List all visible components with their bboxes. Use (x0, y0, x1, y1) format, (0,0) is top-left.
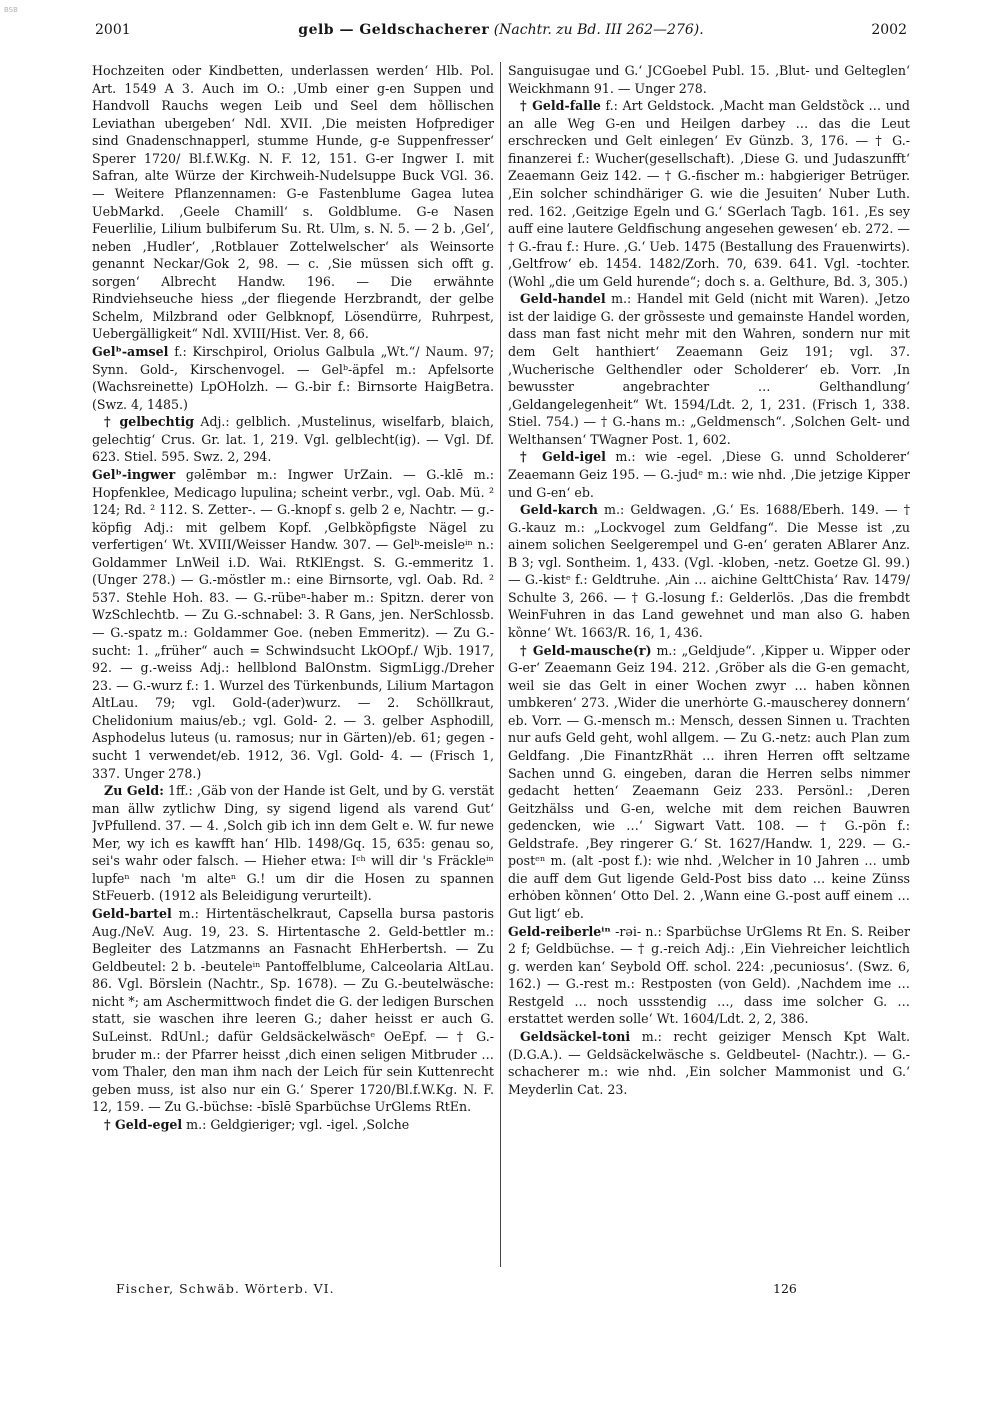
entry-body: m.: Geldwagen. ‚G.‘ Es. 1688/Eberh. 149. — † G.-kauz m.: „Lockvogel zum Geldfang“. Die Messe ist ‚zu ainem solichen Seelgerempel und G-en‘ geraten ABlarer Anz. B 3; vgl. Sontheim. 1, 433. (Vgl. -kloben, -netz. Goetze Gl. 99.) — G.-kistᵉ f.: Geldtruhe. ‚Ain … aichine GelttChista‘ Rav. 1479/ Schulte 3, 266. — † G.-losung f.: Gelderlös. ‚Das die frembdt WeinFuhren in das Land gewehnet und man also G. haben kȍnne‘ Wt. 1663/R. 16, 1, 436. (508, 502, 910, 640)
left-column (92, 62, 494, 1277)
entry (508, 448, 910, 501)
entry (92, 905, 494, 1116)
entry-body: m.: wie -egel. ‚Diese G. unnd Scholderer‘ Zeaemann Geiz 195. — G.-judᵉ m.: wie nhd. ‚Die jetzige Kipper und G-en‘ eb. (508, 449, 910, 500)
entry (508, 923, 910, 1028)
entry (92, 1116, 494, 1134)
page-footer (116, 1281, 816, 1301)
entry-headword: Geld-reiberleⁱⁿ (508, 923, 611, 939)
entry-headword: † Geld-igel (520, 449, 606, 465)
sheet-number: 126 (773, 1281, 797, 1296)
entry-headword: Gelᵇ-ingwer (92, 466, 176, 482)
library-watermark: BSB (4, 6, 18, 14)
entry (508, 501, 910, 642)
entry-headword: Geld-handel (520, 291, 606, 307)
entry (508, 1028, 910, 1098)
entry (92, 413, 494, 466)
entry (508, 62, 910, 97)
right-column (508, 62, 910, 1277)
entry-body: Sanguisugae und G.‘ JCGoebel Publ. 15. ‚Blut- und Gelteglen‘ Weickhmann 91. — Unger 278. (508, 63, 910, 96)
entry-headword: † Geld-falle (520, 98, 601, 114)
page-header (95, 22, 907, 44)
entry (508, 97, 910, 290)
entry (92, 343, 494, 413)
entry-body: 1ff.: ‚Gäb von der Hande ist Gelt, und by G. verstät man ällw zytlichw Ding, sy sigend ligend als varend Gut‘ JvPfullend. 37. — 4. ‚Solch gib ich inn dem Gelt e. W. fur newe Mer, wy ich es kawfft han‘ Hlb. 1498/Gq. 15, 635: genau so, sei's wahr oder falsch. — Hieher etwa: Iᶜʰ will dir 's Fräckleⁱⁿ lupfeⁿ nach 'm alteⁿ G.! um dir die Hosen zu spannen StFeuerb. (1912 als Beleidigung verurteilt). (92, 783, 494, 904)
entry-body: m.: Geldgieriger; vgl. -igel. ‚Solche (182, 1116, 410, 1132)
entry-body: m.: Handel mit Geld (nicht mit Waren). ‚Jetzo ist der laidige G. der grȍsseste und gemainste Handel worden, dass man fast nicht mehr mit den Wahren, sondern nur mit dem Gelt hanthiert‘ Zeaemann Geiz 191; vgl. 37. ‚Wucherische Gelthendler oder Scholderer‘ eb. Vorr. ‚In bewusster angebrachter … Gelthandlung‘ ‚Geldangelegenheit“ Wt. 1594/Ldt. 2, 1, 231. (Frisch 1, 338. Stiel. 754.) — † G.-hans m.: „Geldmensch“. ‚Solchen Gelt- und Welthansen‘ TWagner Post. 1, 602. (508, 291, 910, 447)
entry (92, 782, 494, 905)
entry-headword: Zu Geld: (104, 783, 164, 799)
entry-headword: † Geld-mausche(r) (520, 642, 652, 658)
entry-body: -rəi- n.: Sparbüchse UrGlems Rt En. S. Reiber 2 f; Geldbüchse. — † g.-reich Adj.: ‚Ein Viehreicher leichtlich g. werden kan‘ Seybold Off. schol. 224: ‚pecuniosus‘. (Swz. 6, 162.) — G.-rest m.: Restposten (von Geld). ‚Nachdem ime … Restgeld … noch ussstendig …, dass ime solcher G. … erstattet werden solle‘ Wt. 1604/Ldt. 2, 2, 386. (508, 923, 910, 1027)
entry-headword: Gelᵇ-amsel (92, 344, 169, 359)
publication-signature: Fischer, Schwäb. Wörterb. VI. (116, 1281, 335, 1296)
entry-headword: † Geld-egel (104, 1116, 183, 1132)
entry-body: gəlēmbər m.: Ingwer UrZain. — G.-klē m.: Hopfenklee, Medicago lupulina; scheint verbr., vgl. Oab. Mü. ² 124; Rd. ² 112. S. Zetter-. — G.-knopf s. gelb 2 e, Nachtr. — g.-köpfig Adj.: mit gelbem Kopf. ‚Gelbkȍpfigste Nägel zu verfertigen‘ Wt. XVIII/Weisser Handw. 307. — Gelᵇ-meisleⁱⁿ n.: Goldammer LnWeil i.D. Wai. RtKlEngst. S. G.-emmeritz 1. (Unger 278.) — G.-möstler m.: eine Birnsorte, vgl. Oab. Rd. ² 537. Stehle Hoh. 83. — G.-rübeⁿ-haber m.: Spitzn. derer von WzSchlechtb. — Zu G.-schnabel: 3. R Gans, jen. NerSchlossb. — G.-spatz m.: Goldammer Goe. (neben Emmeritz). — Zu G.-sucht: 1. „früher“ auch = Schwindsucht LkOOpf./ Wjb. 1917, 92. — g.-weiss Adj.: hellblond BalOnstm. SigmLigg./Dreher 23. — G.-wurz f.: 1. Wurzel des Türkenbunds, Lilium Martagon AltLau. 79; vgl. Gold-(ader)wurz. — 2. Schöllkraut, Chelidonium maius/eb.; vgl. Gold- 2. — 3. gelber Asphodill, Asphodelus luteus (u. ramosus; nur in Gärten)/eb. 61; gegen -sucht 1 verwendet/eb. 1912, 36. Vgl. Gold- 4. — (Frisch 1, 337. Unger 278.) (92, 466, 494, 781)
entry (508, 642, 910, 923)
entry-body: Hochzeiten oder Kindbetten, underlassen werden‘ Hlb. Pol. Art. 1549 A 3. Auch im O.: ‚Umb einer g-en Suppen und Handvoll Rauchs wegen Leib und Seel dem hȍllischen Leviathan ubeɪgeben‘ Ndl. XVII. ‚Die meisten Hofprediger sind Gnadenschnapperl, stumme Hunde, g-e Suppenfresser‘ Sperer 1720/ Bl.f.W.Kg. N. F. 12, 151. G-er Ingwer I. mit Safran, alte Würze der Kirchweih-Nudelsuppe Buck VGl. 36. — Weitere Pflanzennamen: G-e Fastenblume Gagea lutea UebMarkd. ‚Geele Chamill‘ s. Goldblume. G-e Nasen Feuerlilie, Lilium bulbiferum Su. Rt. Ulm, s. N. 5. — 2 b. ‚Gel‘, neben ‚Hudler‘, ‚Rotblauer Zottelwelscher‘ als Weinsorte genannt Neckar/Gok 2, 98. — c. ‚Sie müssen sich offt g. sorgen‘ Albrecht Handw. 196. — Die erwähnte Rindviehseuche hiess „der fliegende Herzbrandt, der gelbe Schelm, Milzbrand oder Gelbknopf, Lösendürre, Ruhrpest, Uebergälligkeit“ Ndl. XVIII/Hist. Ver. 8, 66. (92, 63, 494, 342)
entry (92, 466, 494, 782)
entry-body: m.: Hirtentäschelkraut, Capsella bursa pastoris Aug./NeV. Aug. 19, 23. S. Hirtentasche 2. Geld-bettler m.: Begleiter des Latzmanns an Fasnacht EhHerbertsh. — Zu Geldbeutel: 2 b. -beuteleⁱⁿ Pantoffelblume, Calceolaria AltLau. 86. Vgl. Börslein (Nachtr., Sp. 1678). — Zu G.-beutelwäsche: nicht *; am Aschermittwoch findet die G. der ledigen Burschen statt, sie waschen ihre leeren G.; daher heisst er auch G. SuLeinst. RdUnl.; dafür Geldsäckelwäschᵉ OeEpf. — † G.-bruder m.: der Pfarrer heisst ‚dich einen seligen Mitbruder … vom Thaler, den man ihm nach der Leich für sein Kuttenrecht geben muss, ist also nur ein G.‘ Sperer 1720/Bl.f.W.Kg. N. F. 12, 159. — Zu G.-büchse: -bīslē Sparbüchse UrGlems RtEn. (92, 906, 494, 1115)
running-title (95, 22, 907, 38)
entry-body: m.: recht geiziger Mensch Kpt Walt. (D.G.A.). — Geldsäckelwäsche s. Geldbeutel- (Nachtr.). — G.-schacherer m.: wie nhd. ‚Ein solcher Mammonist und G.‘ Meyderlin Cat. 23. (508, 1028, 910, 1097)
running-title-note: (Nachtr. zu Bd. III 262—276). (493, 22, 704, 38)
entry-headword: Geldsäckel-toni (520, 1028, 631, 1044)
entry-body: f.: Kirschpirol, Oriolus Galbula „Wt.“/ Naum. 97; Synn. Gold-, Kirschenvogel. — Gelᵇ-äpfel m.: Apfelsorte (Wachsreinette) LpOHolzh. — G.-bir f.: Birnsorte HaigBetra. (Swz. 4, 1485.) (92, 344, 494, 412)
column-number-left: 2001 (95, 22, 131, 38)
running-title-range: gelb — Geldschacherer (298, 22, 490, 38)
entry-body: m.: „Geldjude“. ‚Kipper u. Wipper oder G-er‘ Zeaemann Geiz 194. 212. ‚Gröber als die G-en gemacht, weil sie das Gelt in einer Wochen zwyr … haben kȍnnen umbkeren‘ 273. ‚Wider die unerhȯrte G.-mauscherey donnern‘ eb. Vorr. — G.-mensch m.: Mensch, dessen Sinnen u. Trachten nur aufs Geld geht, wohl allgem. — Zu G.-netz: auch Plan zum Geldfang. ‚Die FinantzRhät … ihren Herren offt seltzame Sachen unnd G. eingeben, daran die Herren selbs nimmer gedacht hetten‘ Zeaemann Geiz 233. Persönl.: ‚Deren Geitzhälss und G-en, welche mit dem reichen Bauwren gedencken, wie …‘ Sigwart Vatt. 108. — † G.-pön f.: Geldstrafe. ‚Bey ringerer G.‘ St. 1627/Handw. 1, 229. — G.-postᵉⁿ m. (alt -post f.): wie nhd. ‚Welcher in 10 Jahren … umb die auff dem Gut ligende Geld-Post biss dato … keine Zünss erhȯben kȍnnen‘ Otto Del. 2. ‚Wann eine G.-post auff einem … Gut ligt‘ eb. (508, 642, 910, 921)
entry-body: f.: Art Geldstock. ‚Macht man Geldstȍck … und an alle Weg G-en und Heilgen darbey … das die Leut erschrecken und Gelt einlegen‘ Ev Günzb. 3, 176. — † G.-finanzerei f.: Wucher(gesellschaft). ‚Diese G. und Judaszunfft‘ Zeaemann Geiz 142. — † G.-fischer m.: habgieriger Betrüger. ‚Ein solcher schindhäriger G. wie die Jesuiten‘ Nuber Luth. red. 162. ‚Geitzige Egeln und G.‘ SGerlach Tagb. 161. ‚Es sey auff eine lautere Geldfischung angesehen gewesen‘ eb. 272. — † G.-frau f.: Hure. ‚G.‘ Ueb. 1475 (Bestallung des Frauenwirts). ‚Geltfrow‘ eb. 1454. 1482/Zorh. 70, 639. 641. Vgl. -tochter. (Wohl „die um Geld hurende“; doch s. a. Gelthure, Bd. 3, 305.) (508, 98, 910, 289)
entry-headword: Geld-karch (520, 502, 598, 518)
column-number-right: 2002 (871, 22, 907, 38)
entry-headword: † gelbechtig (104, 414, 195, 430)
entry (92, 62, 494, 343)
entry-headword: Geld-bartel (92, 906, 172, 921)
entry-body: Adj.: gelblich. ‚Mustelinus, wiselfarb, blaich, gelechtig‘ Crus. Gr. lat. 1, 219. Vgl. gelblecht(ig). — Vgl. Df. 623. Stiel. 595. Swz. 2, 294. (92, 414, 494, 465)
column-divider (500, 62, 501, 1267)
entry (508, 290, 910, 448)
